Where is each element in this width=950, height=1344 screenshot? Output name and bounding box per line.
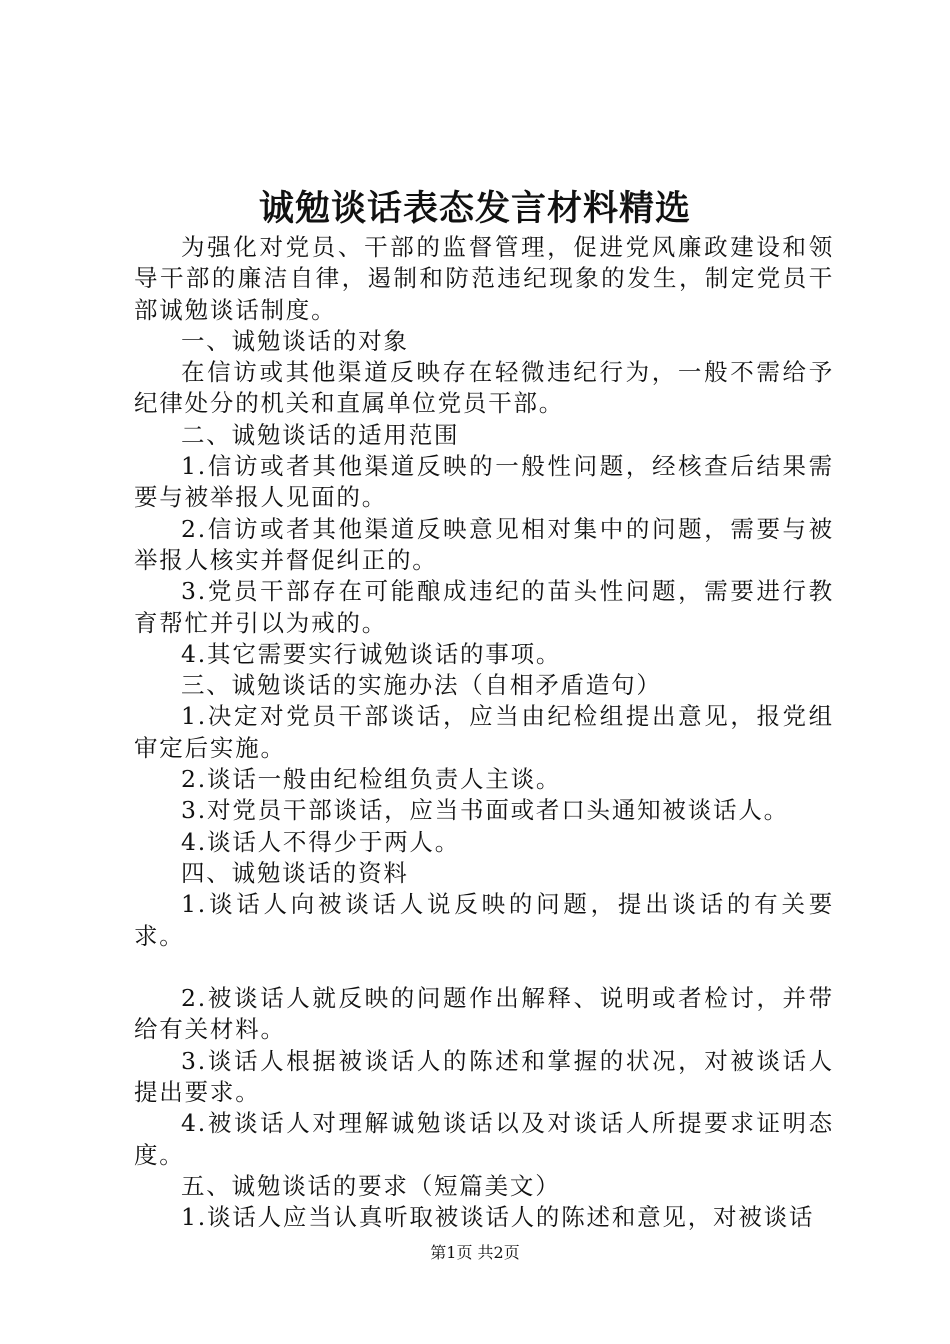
list-item: 1.信访或者其他渠道反映的一般性问题，经核查后结果需要与被举报人见面的。 bbox=[134, 452, 834, 512]
paragraph: 在信访或其他渠道反映存在轻微违纪行为，一般不需给予纪律处分的机关和直属单位党员干部。 bbox=[134, 358, 834, 418]
list-item: 2.被谈话人就反映的问题作出解释、说明或者检讨，并带给有关材料。 bbox=[134, 984, 834, 1044]
document-title: 诚勉谈话表态发言材料精选 bbox=[258, 188, 691, 229]
list-item: 1.谈话人向被谈话人说反映的问题，提出谈话的有关要求。 bbox=[134, 890, 834, 950]
section-heading-2: 二、诚勉谈话的适用范围 bbox=[181, 420, 460, 449]
blank-line bbox=[134, 952, 834, 983]
section-heading-5: 五、诚勉谈话的要求（短篇美文） bbox=[181, 1171, 561, 1200]
section-heading-3: 三、诚勉谈话的实施办法（自相矛盾造句） bbox=[181, 671, 662, 700]
list-item: 1.谈话人应当认真听取被谈话人的陈述和意见，对被谈话 bbox=[181, 1203, 815, 1232]
section-heading-4: 四、诚勉谈话的资料 bbox=[181, 858, 409, 887]
list-item: 3.党员干部存在可能酿成违纪的苗头性问题，需要进行教育帮忙并引以为戒的。 bbox=[134, 577, 834, 637]
page-number-footer: 第1页 共2页 bbox=[430, 1243, 520, 1262]
list-item: 4.谈话人不得少于两人。 bbox=[181, 827, 461, 856]
list-item: 4.其它需要实行诚勉谈话的事项。 bbox=[181, 639, 562, 668]
list-item: 1.决定对党员干部谈话，应当由纪检组提出意见，报党组审定后实施。 bbox=[134, 702, 834, 762]
document-body bbox=[134, 232, 834, 1234]
list-item: 2.信访或者其他渠道反映意见相对集中的问题，需要与被举报人核实并督促纠正的。 bbox=[134, 514, 834, 574]
list-item: 4.被谈话人对理解诚勉谈话以及对谈话人所提要求证明态度。 bbox=[134, 1109, 834, 1169]
list-item: 3.谈话人根据被谈话人的陈述和掌握的状况，对被谈话人提出要求。 bbox=[134, 1046, 834, 1107]
section-heading-1: 一、诚勉谈话的对象 bbox=[181, 326, 409, 355]
intro-paragraph: 为强化对党员、干部的监督管理，促进党风廉政建设和领导干部的廉洁自律，遏制和防范违纪现象的发生，制定党员干部诚勉谈话制度。 bbox=[134, 233, 834, 324]
list-item: 2.谈话一般由纪检组负责人主谈。 bbox=[181, 765, 562, 794]
list-item: 3.对党员干部谈话，应当书面或者口头通知被谈话人。 bbox=[181, 796, 789, 825]
